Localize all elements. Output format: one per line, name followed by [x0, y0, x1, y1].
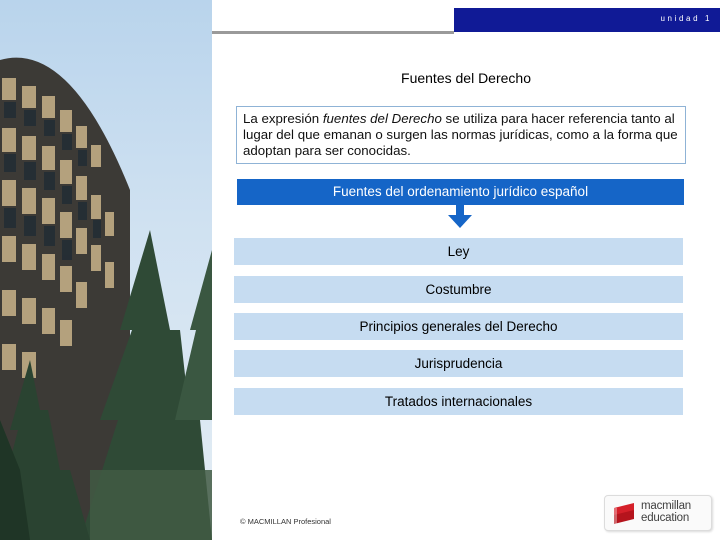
- source-item-costumbre: Costumbre: [234, 276, 683, 303]
- source-item-ley: Ley: [234, 238, 683, 265]
- source-item-jurisprudencia: Jurisprudencia: [234, 350, 683, 377]
- unit-label: unidad 1: [660, 14, 712, 23]
- building-illustration: [0, 0, 212, 540]
- definition-emphasis: fuentes del Derecho: [322, 111, 442, 126]
- macmillan-logo: [604, 495, 712, 531]
- header-gray-bar: [212, 8, 454, 34]
- definition-box: [236, 106, 686, 164]
- page-title: Fuentes del Derecho: [401, 70, 531, 86]
- sources-header: Fuentes del ordenamiento jurídico español: [237, 179, 684, 205]
- logo-line1: macmillan: [641, 500, 691, 512]
- logo-line2: education: [641, 512, 690, 524]
- building-photo: [0, 0, 212, 540]
- definition-prefix: La expresión: [243, 111, 323, 126]
- source-item-principios: Principios generales del Derecho: [234, 313, 683, 340]
- arrow-down-icon: [448, 205, 472, 229]
- macmillan-logo-mark-icon: [612, 500, 636, 526]
- definition-suffix: se utiliza para hacer referencia tanto al lugar del que emanan o surgen las normas jurídicas, como a la forma que adoptan para ser conocidas.: [243, 111, 678, 158]
- copyright-text: © MACMILLAN Profesional: [240, 517, 331, 526]
- header-blue-bar: [454, 8, 720, 32]
- source-item-tratados: Tratados internacionales: [234, 388, 683, 415]
